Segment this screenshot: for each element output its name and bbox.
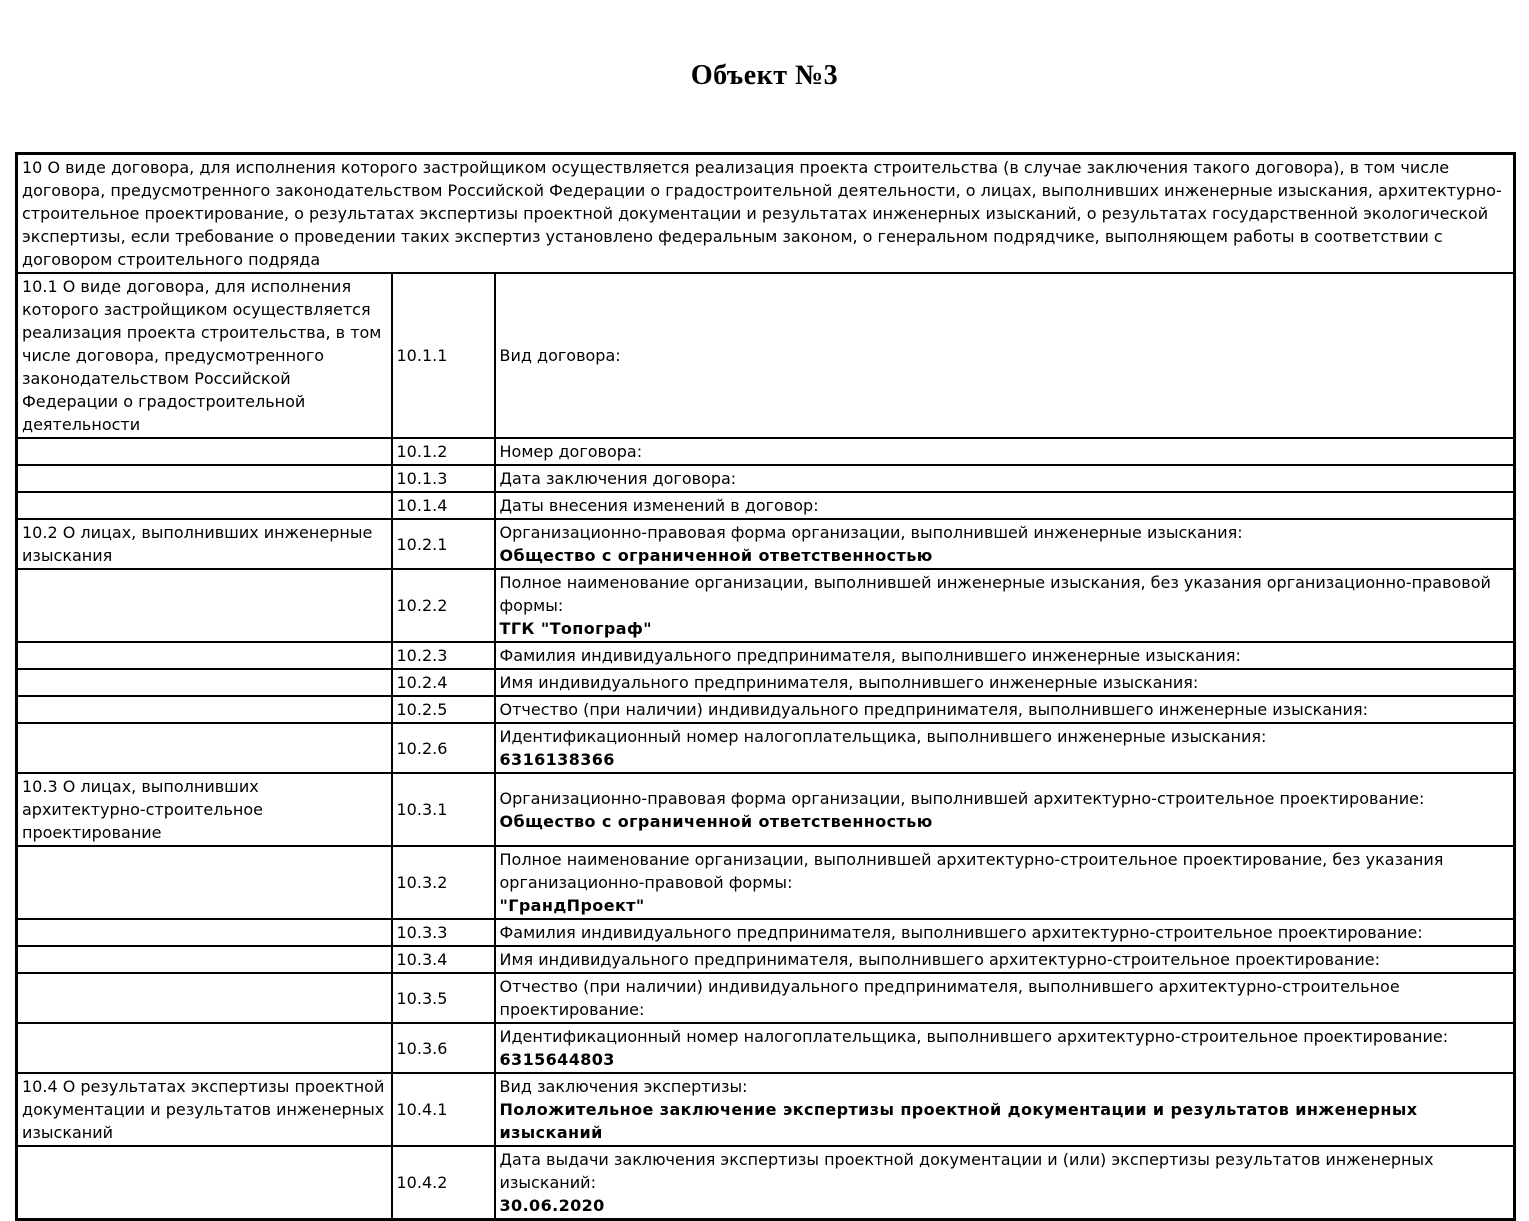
row-code: 10.3.2 — [392, 846, 495, 919]
row-code: 10.2.3 — [392, 642, 495, 669]
section-label: 10.4 О результатах экспертизы проектной документации и результатов инженерных изысканий — [17, 1073, 392, 1146]
field-cell — [495, 465, 1515, 492]
row-code: 10.1.3 — [392, 465, 495, 492]
field-value: 30.06.2020 — [499, 1196, 605, 1215]
field-cell — [495, 569, 1515, 642]
section-label — [17, 569, 392, 642]
section-label — [17, 669, 392, 696]
table-row-10-2-2 — [17, 569, 1515, 642]
field-label: Полное наименование организации, выполнившей архитектурно-строительное проектирование, без указания организационно-правовой формы: — [499, 850, 1444, 892]
field-label: Дата заключения договора: — [499, 469, 737, 488]
table-row-10-3-4 — [17, 946, 1515, 973]
table-row-10-1-1 — [17, 273, 1515, 438]
section-label — [17, 973, 392, 1023]
field-cell — [495, 696, 1515, 723]
section-10-heading: 10 О виде договора, для исполнения которого застройщиком осуществляется реализация проекта строительства (в случае заключения такого договора), в том числе договора, предусмотренного законодательством Российской Федерации о градостроительной деятельности, о лицах, выполнивших инженерные изыскания, архитектурно-строительное проектирование, о результатах экспертизы проектной документации и результатах инженерных изысканий, о результатах государственной экологической экспертизы, если требование о проведении таких экспертиз установлено федеральным законом, о генеральном подрядчике, выполняющем работы в соответствии с договором строительного подряда — [17, 154, 1515, 274]
field-value: Общество с ограниченной ответственностью — [499, 546, 933, 565]
row-code: 10.4.1 — [392, 1073, 495, 1146]
row-code: 10.2.6 — [392, 723, 495, 773]
field-label: Идентификационный номер налогоплательщика, выполнившего инженерные изыскания: — [499, 727, 1267, 746]
table-row-10-4-2 — [17, 1146, 1515, 1220]
field-label: Организационно-правовая форма организации, выполнившей архитектурно-строительное проектирование: — [499, 788, 1425, 808]
table-row-10-2-6 — [17, 723, 1515, 773]
table-row-10-3-1 — [17, 773, 1515, 846]
table-row-10-2-5 — [17, 696, 1515, 723]
row-code: 10.3.1 — [392, 773, 495, 846]
table-row-10-2-1 — [17, 519, 1515, 569]
row-code: 10.2.4 — [392, 669, 495, 696]
field-label: Вид договора: — [499, 346, 621, 365]
table-row-main-heading — [17, 154, 1515, 274]
field-label: Идентификационный номер налогоплательщика, выполнившего архитектурно-строительное проектирование: — [499, 1027, 1449, 1046]
field-label: Даты внесения изменений в договор: — [499, 496, 819, 515]
section-label — [17, 1023, 392, 1073]
field-label: Имя индивидуального предпринимателя, выполнившего инженерные изыскания: — [499, 673, 1199, 692]
field-value: 6316138366 — [499, 750, 615, 769]
field-label: Организационно-правовая форма организации, выполнившей инженерные изыскания: — [499, 523, 1243, 542]
field-value: ТГК "Топограф" — [499, 619, 652, 638]
section-label — [17, 492, 392, 519]
field-label: Вид заключения экспертизы: — [499, 1077, 748, 1096]
row-code: 10.1.1 — [392, 273, 495, 438]
row-code: 10.4.2 — [392, 1146, 495, 1220]
section-label: 10.2 О лицах, выполнивших инженерные изыскания — [17, 519, 392, 569]
field-label: Фамилия индивидуального предпринимателя, выполнившего инженерные изыскания: — [499, 646, 1241, 665]
field-cell — [495, 669, 1515, 696]
section-label — [17, 1146, 392, 1220]
table-row-10-2-3 — [17, 642, 1515, 669]
field-value: Общество с ограниченной ответственностью — [499, 811, 933, 831]
table-row-10-4-1 — [17, 1073, 1515, 1146]
section-label: 10.3 О лицах, выполнивших архитектурно-строительное проектирование — [17, 773, 392, 846]
field-label: Имя индивидуального предпринимателя, выполнившего архитектурно-строительное проектирование: — [499, 950, 1380, 969]
row-code: 10.1.4 — [392, 492, 495, 519]
row-code: 10.2.2 — [392, 569, 495, 642]
field-value: "ГрандПроект" — [499, 896, 645, 915]
row-code: 10.3.3 — [392, 919, 495, 946]
row-code: 10.3.4 — [392, 946, 495, 973]
field-value: 6315644803 — [499, 1050, 615, 1069]
section-label — [17, 919, 392, 946]
field-label: Отчество (при наличии) индивидуального предпринимателя, выполнившего архитектурно-строительное проектирование: — [499, 977, 1400, 1019]
field-cell — [495, 723, 1515, 773]
field-cell — [495, 642, 1515, 669]
page-title: Объект №3 — [690, 60, 839, 91]
field-cell — [495, 1073, 1515, 1146]
field-cell — [495, 773, 1515, 846]
field-cell — [495, 946, 1515, 973]
table-row-10-1-2 — [17, 438, 1515, 465]
table-row-10-3-6 — [17, 1023, 1515, 1073]
section-label — [17, 465, 392, 492]
field-cell — [495, 492, 1515, 519]
field-label: Полное наименование организации, выполнившей инженерные изыскания, без указания организационно-правовой формы: — [499, 573, 1491, 615]
field-cell — [495, 438, 1515, 465]
table-row-10-3-3 — [17, 919, 1515, 946]
row-code: 10.3.5 — [392, 973, 495, 1023]
field-cell — [495, 273, 1515, 438]
field-cell — [495, 519, 1515, 569]
field-label: Фамилия индивидуального предпринимателя, выполнившего архитектурно-строительное проектирование: — [499, 923, 1423, 942]
table-row-10-1-4 — [17, 492, 1515, 519]
table-row-10-1-3 — [17, 465, 1515, 492]
field-label: Дата выдачи заключения экспертизы проектной документации и (или) экспертизы результатов инженерных изысканий: — [499, 1150, 1434, 1192]
field-label: Номер договора: — [499, 442, 643, 461]
field-cell — [495, 1146, 1515, 1220]
section-label — [17, 946, 392, 973]
section-label — [17, 696, 392, 723]
field-label: Отчество (при наличии) индивидуального предпринимателя, выполнившего инженерные изыскания: — [499, 700, 1368, 719]
field-cell — [495, 973, 1515, 1023]
object-info-table — [15, 152, 1516, 1221]
row-code: 10.3.6 — [392, 1023, 495, 1073]
row-code: 10.2.5 — [392, 696, 495, 723]
row-code: 10.2.1 — [392, 519, 495, 569]
table-row-10-3-5 — [17, 973, 1515, 1023]
field-cell — [495, 919, 1515, 946]
section-label — [17, 846, 392, 919]
table-row-10-3-2 — [17, 846, 1515, 919]
table-row-10-2-4 — [17, 669, 1515, 696]
section-label — [17, 438, 392, 465]
section-label — [17, 642, 392, 669]
field-value: Положительное заключение экспертизы проектной документации и результатов инженерных изысканий — [499, 1100, 1418, 1142]
row-code: 10.1.2 — [392, 438, 495, 465]
section-label — [17, 723, 392, 773]
field-cell — [495, 846, 1515, 919]
section-label: 10.1 О виде договора, для исполнения которого застройщиком осуществляется реализация проекта строительства, в том числе договора, предусмотренного законодательством Российской Федерации о градостроительной деятельности — [17, 273, 392, 438]
field-cell — [495, 1023, 1515, 1073]
